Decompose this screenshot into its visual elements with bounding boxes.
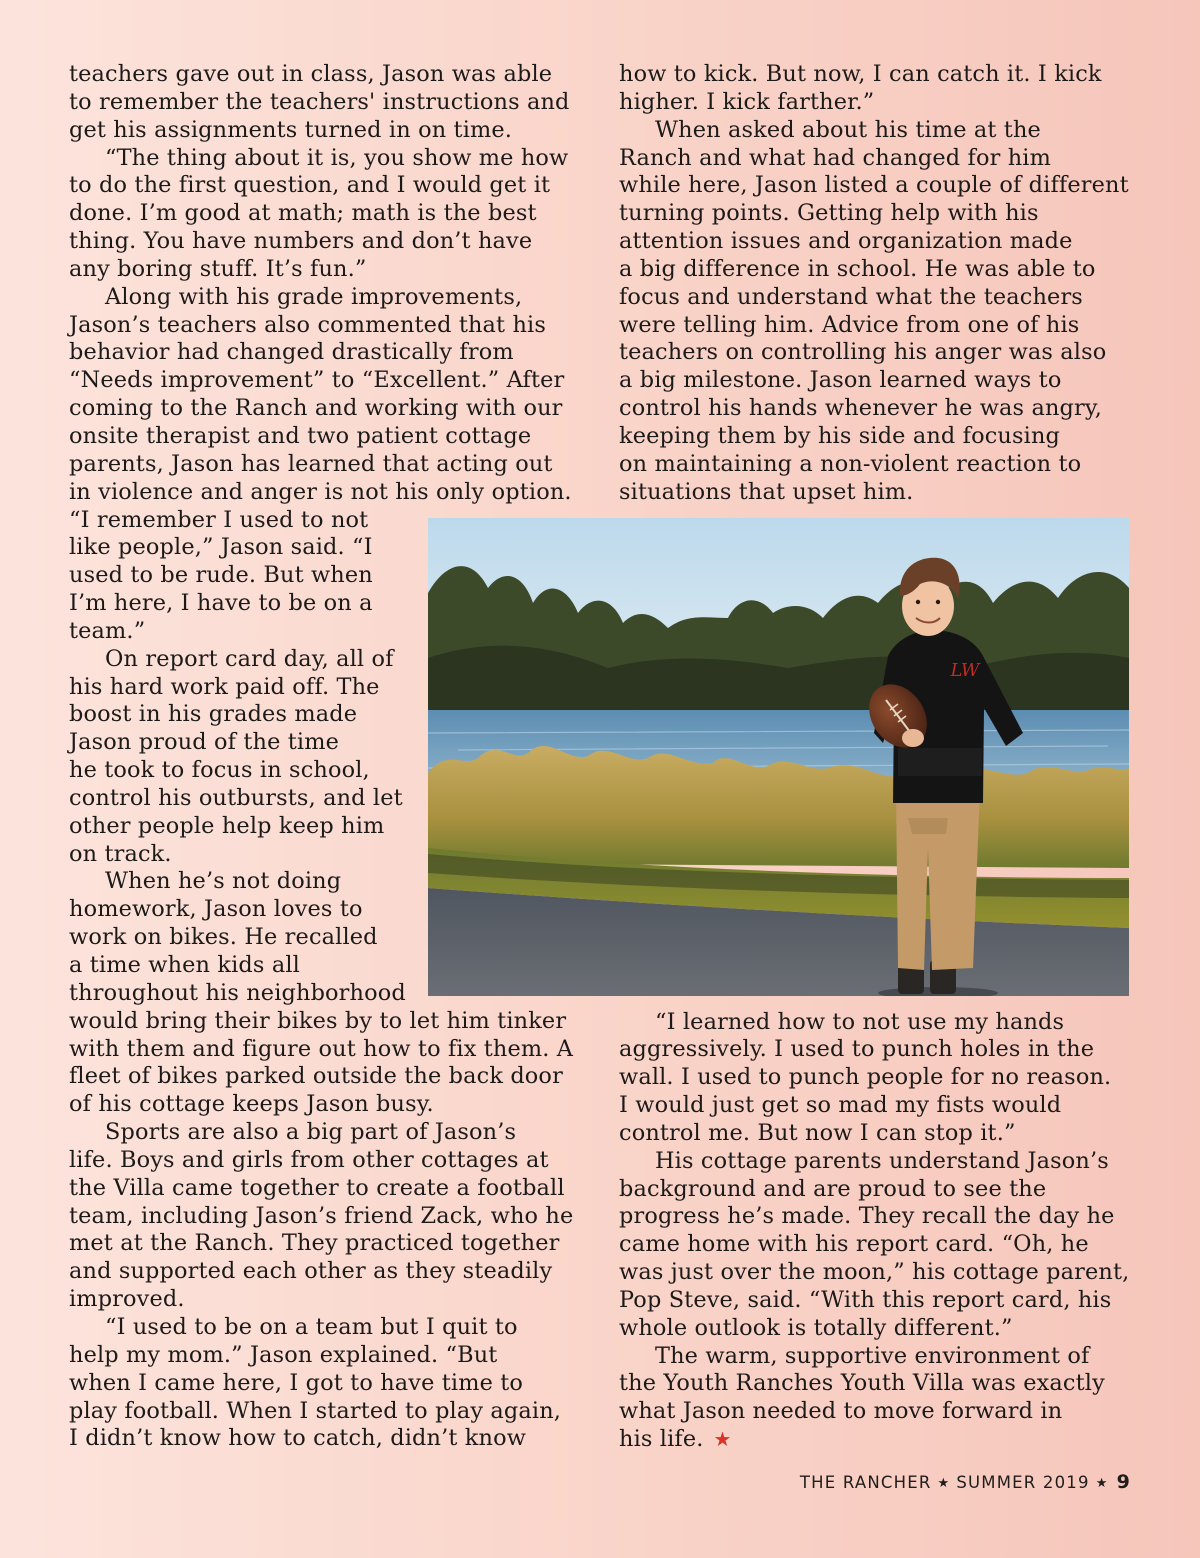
text-line-content: the Villa came together to create a football bbox=[69, 1174, 565, 1201]
text-line-content: on track. bbox=[69, 840, 172, 867]
text-line-content: teachers gave out in class, Jason was able bbox=[69, 61, 553, 87]
text-line-content: to do the first question, and I would get it bbox=[69, 172, 551, 199]
text-line-content: When asked about his time at the bbox=[655, 116, 1041, 143]
text-line bbox=[69, 1036, 589, 1064]
page-number: 9 bbox=[1116, 1471, 1131, 1493]
text-line bbox=[69, 1091, 589, 1119]
text-line bbox=[619, 228, 1139, 256]
text-line-content: control me. But now I can stop it.” bbox=[619, 1119, 1016, 1146]
text-line bbox=[69, 1286, 589, 1314]
text-line-content: whole outlook is totally different.” bbox=[619, 1314, 1013, 1341]
text-line bbox=[69, 1425, 589, 1453]
text-line bbox=[69, 479, 589, 507]
text-line-content: help my mom.” Jason explained. “But bbox=[69, 1341, 498, 1368]
text-line bbox=[69, 1008, 589, 1036]
text-line-content: done. I’m good at math; math is the best bbox=[69, 200, 537, 227]
text-line-content: he took to focus in school, bbox=[69, 757, 370, 784]
text-line-content: of his cottage keeps Jason busy. bbox=[69, 1091, 434, 1118]
text-line bbox=[619, 284, 1139, 312]
text-line bbox=[69, 339, 589, 367]
text-line-content: I would just get so mad my fists would bbox=[619, 1092, 1062, 1119]
text-line bbox=[69, 1147, 589, 1175]
text-line-content: how to kick. But now, I can catch it. I kick bbox=[619, 61, 1102, 87]
text-line bbox=[619, 145, 1139, 173]
text-line-content: teachers on controlling his anger was also bbox=[619, 339, 1107, 366]
text-line bbox=[619, 172, 1139, 200]
text-line-content: aggressively. I used to punch holes in the bbox=[619, 1036, 1095, 1063]
text-line-content: what Jason needed to move forward in bbox=[619, 1398, 1063, 1425]
text-line-content: The warm, supportive environment of bbox=[655, 1342, 1090, 1369]
text-line bbox=[619, 479, 1139, 507]
text-line-content: Sports are also a big part of Jason’s bbox=[105, 1119, 517, 1146]
text-line bbox=[69, 395, 589, 423]
text-line-content: a big milestone. Jason learned ways to bbox=[619, 367, 1062, 394]
text-line bbox=[619, 367, 1139, 395]
text-line bbox=[619, 1203, 1139, 1231]
footer-star-icon: ★ bbox=[937, 1476, 951, 1491]
text-line-content: parents, Jason has learned that acting out bbox=[69, 450, 553, 477]
text-line-content: with them and figure out how to fix them. A bbox=[69, 1035, 574, 1062]
text-line bbox=[69, 145, 589, 173]
text-line-content: used to be rude. But when bbox=[69, 562, 373, 589]
text-line-content: control his outbursts, and let bbox=[69, 784, 403, 811]
text-line bbox=[69, 1258, 589, 1286]
article-photo bbox=[428, 518, 1129, 996]
text-line-content: work on bikes. He recalled bbox=[69, 924, 378, 951]
text-line bbox=[69, 1342, 589, 1370]
text-line bbox=[619, 1120, 1139, 1148]
text-line bbox=[69, 367, 589, 395]
text-line bbox=[69, 1175, 589, 1203]
text-line bbox=[619, 61, 1139, 89]
text-line-content: “The thing about it is, you show me how bbox=[105, 144, 569, 171]
text-line-content: I’m here, I have to be on a bbox=[69, 590, 373, 617]
text-line-content: background and are proud to see the bbox=[619, 1175, 1047, 1202]
end-star-icon: ★ bbox=[713, 1427, 732, 1452]
text-line bbox=[619, 1064, 1139, 1092]
text-line-content: “Needs improvement” to “Excellent.” After bbox=[69, 367, 565, 394]
footer-star-icon: ★ bbox=[1095, 1476, 1109, 1491]
text-line-content: attention issues and organization made bbox=[619, 228, 1073, 255]
text-line bbox=[69, 1370, 589, 1398]
text-line bbox=[619, 1287, 1139, 1315]
text-line-content: when I came here, I got to have time to bbox=[69, 1369, 524, 1396]
text-line-content: keeping them by his side and focusing bbox=[619, 422, 1060, 449]
text-line bbox=[619, 117, 1139, 145]
text-line-content: focus and understand what the teachers bbox=[619, 283, 1083, 310]
text-line-content: while here, Jason listed a couple of different bbox=[619, 172, 1129, 199]
text-line-content: was just over the moon,” his cottage parent, bbox=[619, 1259, 1130, 1286]
text-line bbox=[619, 89, 1139, 117]
text-line-content: Ranch and what had changed for him bbox=[619, 144, 1051, 171]
text-line-content: Jason’s teachers also commented that his bbox=[69, 311, 546, 338]
text-line-content: onsite therapist and two patient cottage bbox=[69, 422, 532, 449]
text-line-content: were telling him. Advice from one of his bbox=[619, 311, 1080, 338]
text-line-content: situations that upset him. bbox=[619, 478, 914, 505]
text-line bbox=[69, 1063, 589, 1091]
text-line bbox=[69, 200, 589, 228]
text-line bbox=[619, 1036, 1139, 1064]
text-line bbox=[69, 61, 589, 89]
text-line bbox=[619, 1370, 1139, 1398]
issue-label: SUMMER 2019 bbox=[956, 1473, 1090, 1492]
text-line-content: control his hands whenever he was angry, bbox=[619, 395, 1102, 422]
text-line bbox=[69, 1203, 589, 1231]
text-line-content: the Youth Ranches Youth Villa was exactly bbox=[619, 1370, 1105, 1397]
text-line-content: on maintaining a non-violent reaction to bbox=[619, 450, 1082, 477]
text-line bbox=[69, 1230, 589, 1258]
text-line bbox=[69, 284, 589, 312]
text-line bbox=[619, 1398, 1139, 1426]
text-line bbox=[619, 1092, 1139, 1120]
text-line bbox=[69, 1398, 589, 1426]
text-line-content: to remember the teachers' instructions and bbox=[69, 88, 570, 115]
text-line-content: I didn’t know how to catch, didn’t know bbox=[69, 1425, 527, 1452]
text-line-content: higher. I kick farther.” bbox=[619, 88, 875, 115]
text-line-content: “I used to be on a team but I quit to bbox=[105, 1313, 518, 1340]
text-line bbox=[69, 1119, 589, 1147]
text-line bbox=[619, 1176, 1139, 1204]
text-line-content: wall. I used to punch people for no reason. bbox=[619, 1064, 1112, 1091]
text-line-content: would bring their bikes by to let him tinker bbox=[69, 1007, 567, 1034]
text-line bbox=[619, 451, 1139, 479]
text-line-content: in violence and anger is not his only option. bbox=[69, 478, 572, 505]
text-line bbox=[69, 423, 589, 451]
text-line bbox=[69, 117, 589, 145]
text-line-content: team.” bbox=[69, 617, 146, 644]
right-column-bottom bbox=[619, 1009, 1139, 1455]
text-line-content: like people,” Jason said. “I bbox=[69, 534, 373, 561]
page-footer bbox=[800, 1471, 1131, 1493]
text-line bbox=[619, 1009, 1139, 1037]
text-line bbox=[69, 256, 589, 284]
text-line-content: team, including Jason’s friend Zack, who he bbox=[69, 1202, 574, 1229]
text-line-content: throughout his neighborhood bbox=[69, 979, 406, 1006]
text-line-content: play football. When I started to play again, bbox=[69, 1397, 562, 1424]
text-line bbox=[619, 312, 1139, 340]
right-column-top bbox=[619, 61, 1139, 507]
text-line-content: a big difference in school. He was able to bbox=[619, 255, 1096, 282]
text-line bbox=[619, 1259, 1139, 1287]
text-line-content: “I learned how to not use my hands bbox=[655, 1008, 1065, 1035]
text-line bbox=[619, 423, 1139, 451]
text-line bbox=[69, 228, 589, 256]
text-line-content: came home with his report card. “Oh, he bbox=[619, 1231, 1089, 1258]
text-line-content: any boring stuff. It’s fun.” bbox=[69, 255, 367, 282]
text-line-content: turning points. Getting help with his bbox=[619, 200, 1039, 227]
text-line-content: His cottage parents understand Jason’s bbox=[655, 1147, 1109, 1174]
text-line bbox=[69, 451, 589, 479]
text-line-content: his life. bbox=[619, 1426, 704, 1453]
text-line-content: fleet of bikes parked outside the back door bbox=[69, 1063, 563, 1090]
text-line bbox=[69, 89, 589, 117]
text-line-content: get his assignments turned in on time. bbox=[69, 116, 513, 143]
text-line bbox=[619, 1343, 1139, 1371]
text-line-content: life. Boys and girls from other cottages at bbox=[69, 1146, 549, 1173]
text-line-content: behavior had changed drastically from bbox=[69, 339, 514, 366]
text-line bbox=[69, 1314, 589, 1342]
shirt-logo: LW bbox=[950, 660, 980, 681]
text-line-content: Jason proud of the time bbox=[69, 729, 339, 756]
text-line-content: a time when kids all bbox=[69, 952, 300, 978]
text-line-content: coming to the Ranch and working with our bbox=[69, 395, 563, 422]
text-line bbox=[619, 1315, 1139, 1343]
text-line-content: Along with his grade improvements, bbox=[105, 283, 523, 310]
text-line-content: his hard work paid off. The bbox=[69, 673, 380, 700]
text-line-content: improved. bbox=[69, 1286, 185, 1313]
text-line bbox=[619, 395, 1139, 423]
text-line-content: other people help keep him bbox=[69, 812, 385, 839]
publication-name: THE RANCHER bbox=[799, 1473, 932, 1492]
text-line bbox=[619, 339, 1139, 367]
text-line-content: On report card day, all of bbox=[105, 645, 394, 672]
text-line bbox=[619, 1426, 1139, 1454]
text-line-content: Pop Steve, said. “With this report card, his bbox=[619, 1286, 1112, 1313]
text-line-content: met at the Ranch. They practiced together bbox=[69, 1230, 560, 1257]
text-line bbox=[69, 172, 589, 200]
text-line-content: progress he’s made. They recall the day he bbox=[619, 1203, 1115, 1230]
text-line bbox=[619, 1148, 1139, 1176]
text-line-content: When he’s not doing bbox=[105, 868, 342, 895]
text-line bbox=[619, 1231, 1139, 1259]
text-line-content: “I remember I used to not bbox=[69, 506, 369, 533]
text-line-content: boost in his grades made bbox=[69, 701, 358, 728]
text-line-content: homework, Jason loves to bbox=[69, 896, 363, 923]
text-line bbox=[69, 312, 589, 340]
text-line bbox=[619, 200, 1139, 228]
text-line-content: and supported each other as they steadily bbox=[69, 1258, 553, 1285]
text-line bbox=[619, 256, 1139, 284]
text-line-content: thing. You have numbers and don’t have bbox=[69, 228, 533, 255]
